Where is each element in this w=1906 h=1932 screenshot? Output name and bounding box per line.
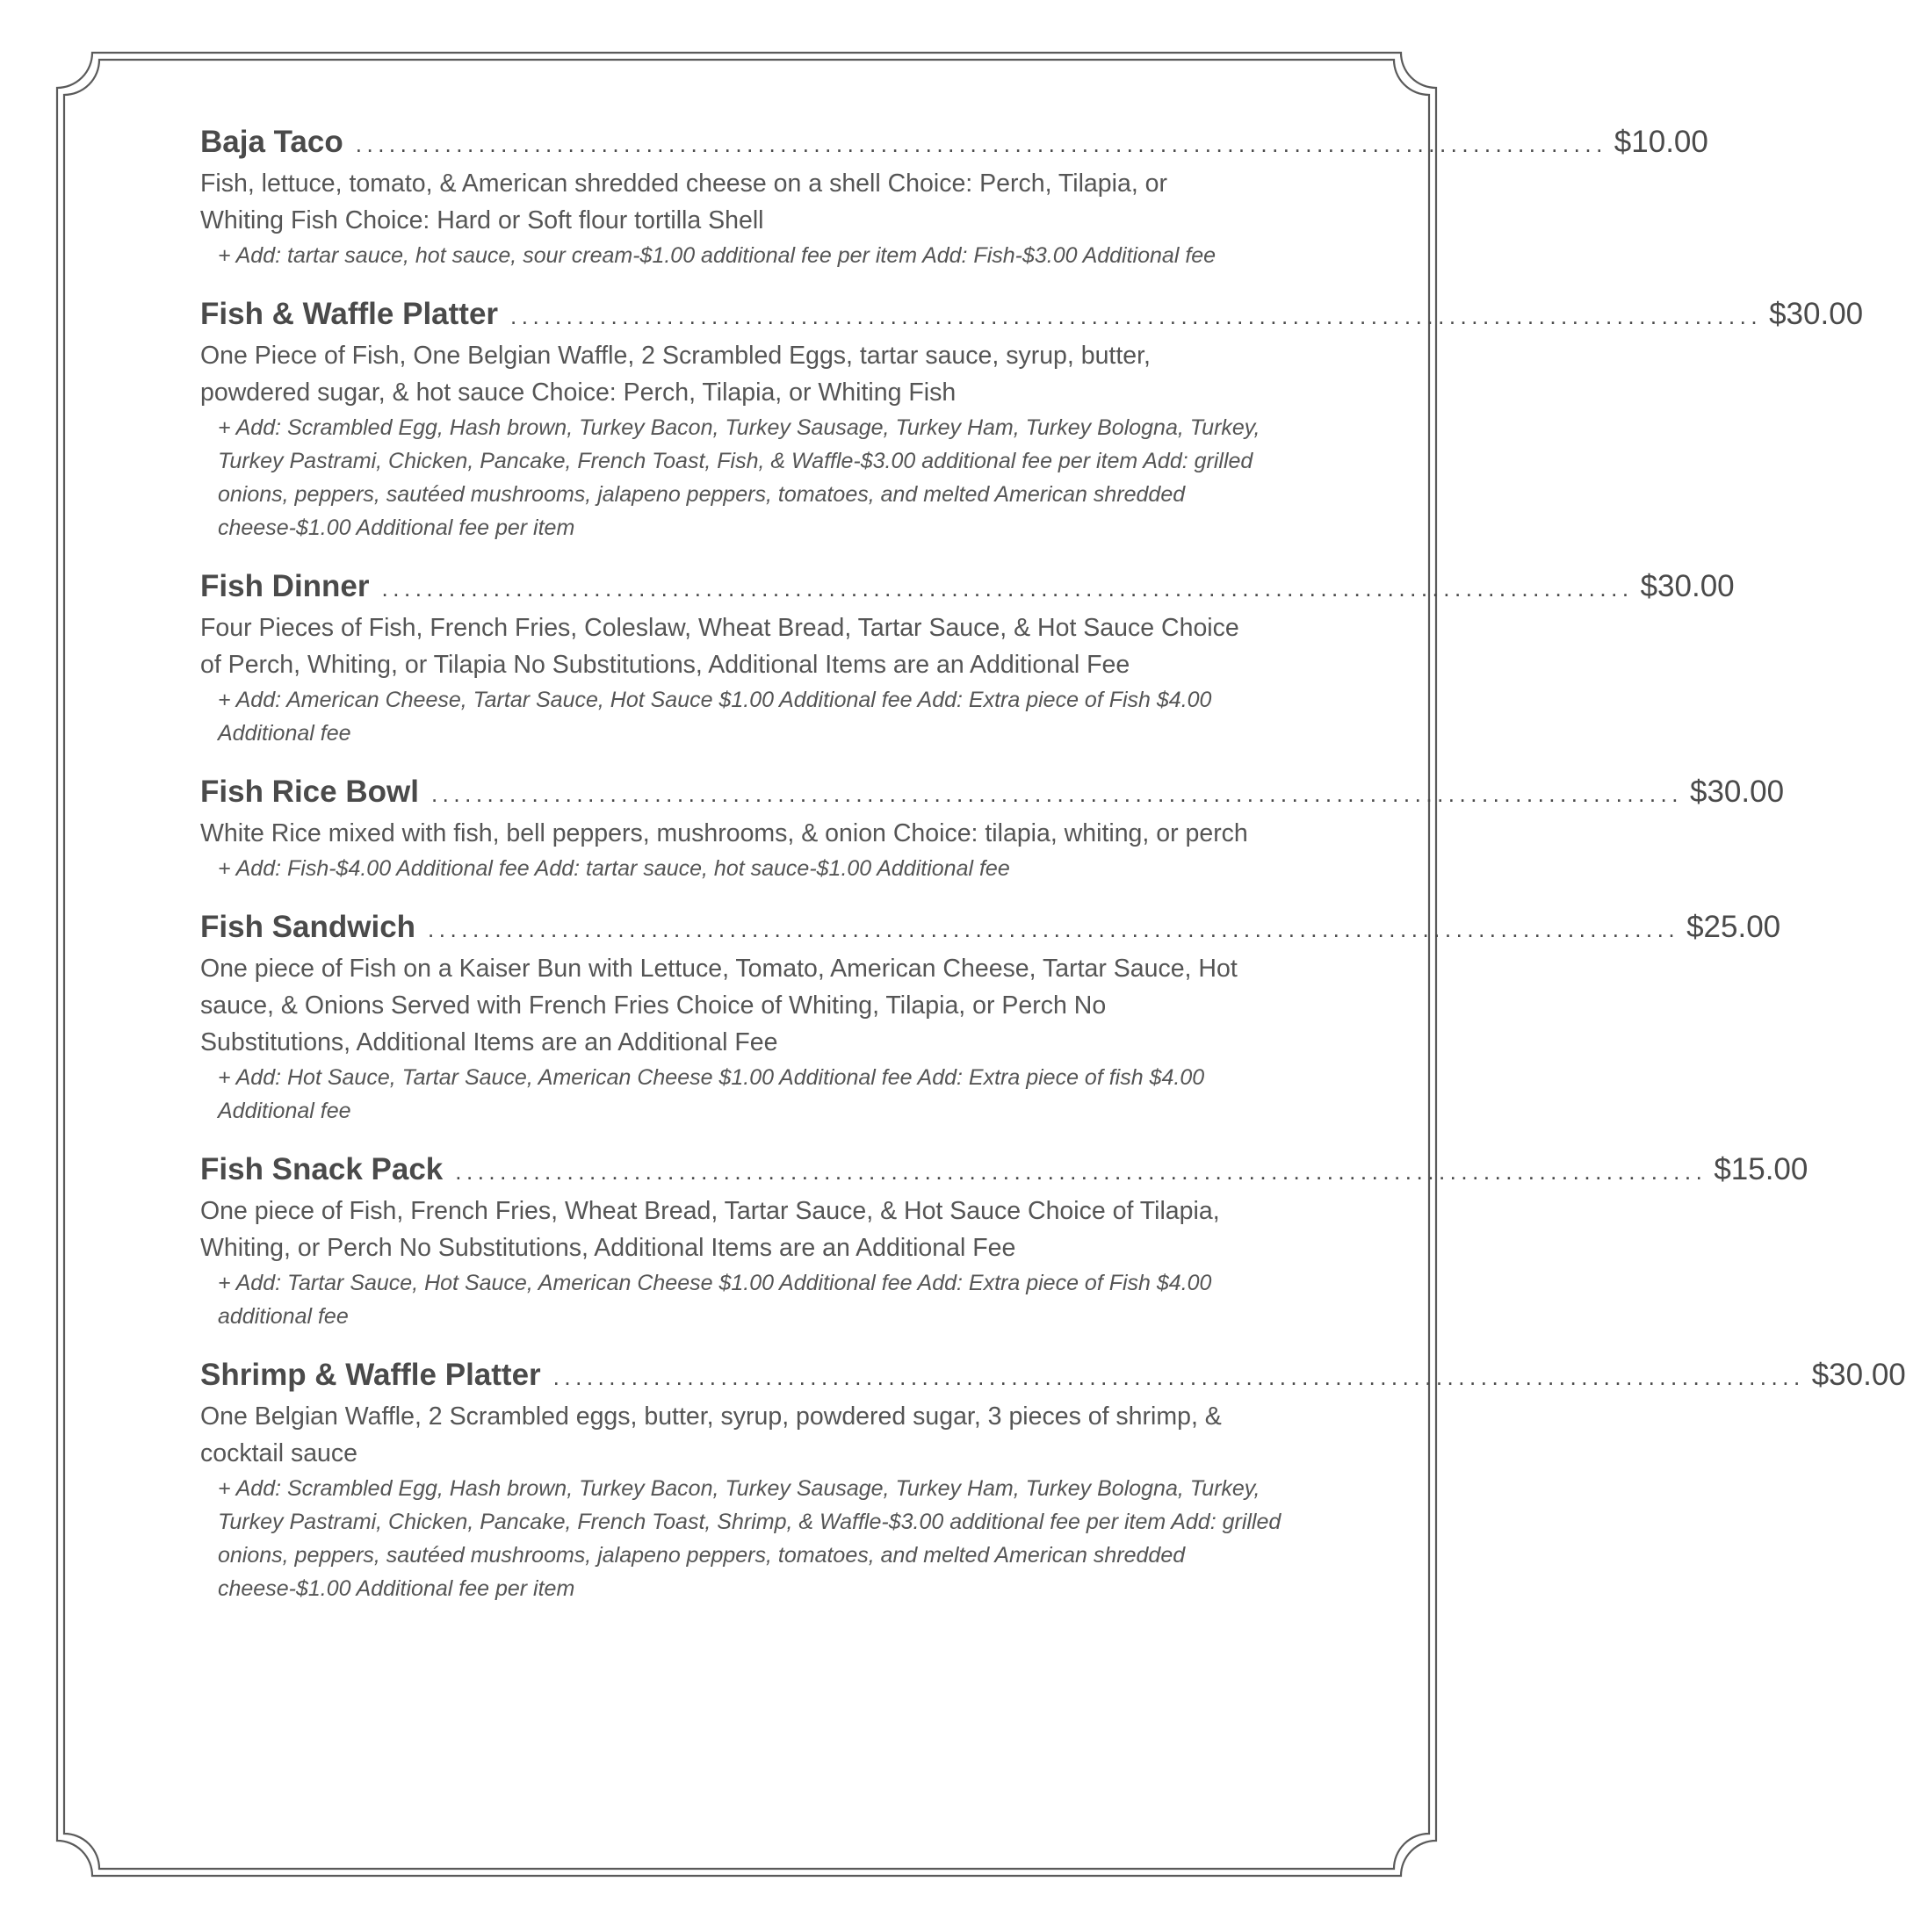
- menu-item-price: $30.00: [1689, 775, 1785, 809]
- menu-item-addons: + Add: Scrambled Egg, Hash brown, Turkey Bacon, Turkey Sausage, Turkey Ham, Turkey Bologna, Turkey, Turkey Pastrami, Chicken, Pancake, French Toast, Shrimp, & Waffle-$3.00 additional fee per item Add: grilled onions, peppers, sautéed mushrooms, jalapeno peppers, tomatoes, and melted American shredded cheese-$1.00 Additional fee per item: [218, 1476, 1281, 1601]
- menu-item-header: [200, 125, 1708, 165]
- menu-item-name: Fish Snack Pack: [200, 1152, 444, 1186]
- menu-item: [200, 1358, 1906, 1605]
- menu-item-description: One Piece of Fish, One Belgian Waffle, 2 Scrambled Eggs, tartar sauce, syrup, butter, powdered sugar, & hot sauce Choice: Perch, Tilapia, or Whiting Fish: [200, 342, 1151, 407]
- menu-item-description: Four Pieces of Fish, French Fries, Coleslaw, Wheat Bread, Tartar Sauce, & Hot Sauce Choice of Perch, Whiting, or Tilapia No Substitutions, Additional Items are an Additional Fee: [200, 614, 1239, 679]
- dot-leader: ................................................................................................................: [455, 1158, 1707, 1185]
- menu-item: [200, 569, 1735, 750]
- menu-item-name: Fish Dinner: [200, 569, 370, 603]
- menu-item: [200, 125, 1708, 272]
- menu-item-price: $10.00: [1614, 125, 1708, 159]
- dot-leader: ................................................................................................................: [381, 575, 1634, 602]
- menu-item-addons: + Add: American Cheese, Tartar Sauce, Hot Sauce $1.00 Additional fee Add: Extra piece of Fish $4.00 Additional fee: [218, 688, 1212, 746]
- menu-item-description: One piece of Fish on a Kaiser Bun with Lettuce, Tomato, American Cheese, Tartar Sauce, Hot sauce, & Onions Served with French Fries Choice of Whiting, Tilapia, or Perch No Substitutions, Additional Items are an Additional Fee: [200, 955, 1238, 1056]
- dot-leader: ................................................................................................................: [355, 131, 1607, 157]
- menu-item-header: [200, 297, 1864, 337]
- menu-item-header: [200, 569, 1735, 609]
- menu-item-addons: + Add: tartar sauce, hot sauce, sour cream-$1.00 additional fee per item Add: Fish-$3.00 Additional fee: [218, 243, 1217, 268]
- menu-item-header: [200, 1358, 1906, 1398]
- menu-item-name: Fish Rice Bowl: [200, 775, 419, 809]
- menu-item: [200, 910, 1781, 1128]
- menu-item: [200, 297, 1864, 544]
- dot-leader: ................................................................................................................: [430, 781, 1683, 807]
- menu-item-description: Fish, lettuce, tomato, & American shredded cheese on a shell Choice: Perch, Tilapia, or Whiting Fish Choice: Hard or Soft flour tortilla Shell: [200, 169, 1167, 234]
- dot-leader: ................................................................................................................: [428, 916, 1680, 942]
- menu-item-header: [200, 1152, 1809, 1193]
- menu-item-addons: + Add: Scrambled Egg, Hash brown, Turkey Bacon, Turkey Sausage, Turkey Ham, Turkey Bologna, Turkey, Turkey Pastrami, Chicken, Pancake, French Toast, Fish, & Waffle-$3.00 additional fee per item Add: grilled onions, peppers, sautéed mushrooms, jalapeno peppers, tomatoes, and melted American shredded cheese-$1.00 Additional fee per item: [218, 415, 1260, 540]
- menu-item-header: [200, 910, 1781, 950]
- menu-item-header: [200, 775, 1785, 815]
- dot-leader: ................................................................................................................: [552, 1364, 1805, 1390]
- menu-item-name: Shrimp & Waffle Platter: [200, 1358, 541, 1392]
- menu-item-description: One piece of Fish, French Fries, Wheat Bread, Tartar Sauce, & Hot Sauce Choice of Tilapia, Whiting, or Perch No Substitutions, Additional Items are an Additional Fee: [200, 1197, 1220, 1262]
- menu-item-price: $25.00: [1686, 910, 1781, 944]
- menu-item-price: $30.00: [1640, 569, 1735, 603]
- dot-leader: ................................................................................................................: [510, 303, 1763, 329]
- menu-list: [200, 125, 1906, 1630]
- menu-item: [200, 775, 1785, 885]
- menu-item-addons: + Add: Tartar Sauce, Hot Sauce, American Cheese $1.00 Additional fee Add: Extra piece of Fish $4.00 additional fee: [218, 1271, 1212, 1329]
- menu-item: [200, 1152, 1809, 1333]
- menu-item-name: Fish Sandwich: [200, 910, 416, 944]
- menu-item-price: $30.00: [1811, 1358, 1906, 1392]
- menu-item-price: $15.00: [1714, 1152, 1809, 1186]
- menu-item-name: Fish & Waffle Platter: [200, 297, 499, 331]
- menu-item-price: $30.00: [1769, 297, 1864, 331]
- menu-item-description: One Belgian Waffle, 2 Scrambled eggs, butter, syrup, powdered sugar, 3 pieces of shrimp, & cocktail sauce: [200, 1402, 1222, 1467]
- menu-item-name: Baja Taco: [200, 125, 343, 159]
- menu-item-addons: + Add: Fish-$4.00 Additional fee Add: tartar sauce, hot sauce-$1.00 Additional fee: [218, 856, 1010, 881]
- menu-item-description: White Rice mixed with fish, bell peppers, mushrooms, & onion Choice: tilapia, whiting, or perch: [200, 819, 1248, 847]
- menu-item-addons: + Add: Hot Sauce, Tartar Sauce, American Cheese $1.00 Additional fee Add: Extra piece of fish $4.00 Additional fee: [218, 1065, 1205, 1123]
